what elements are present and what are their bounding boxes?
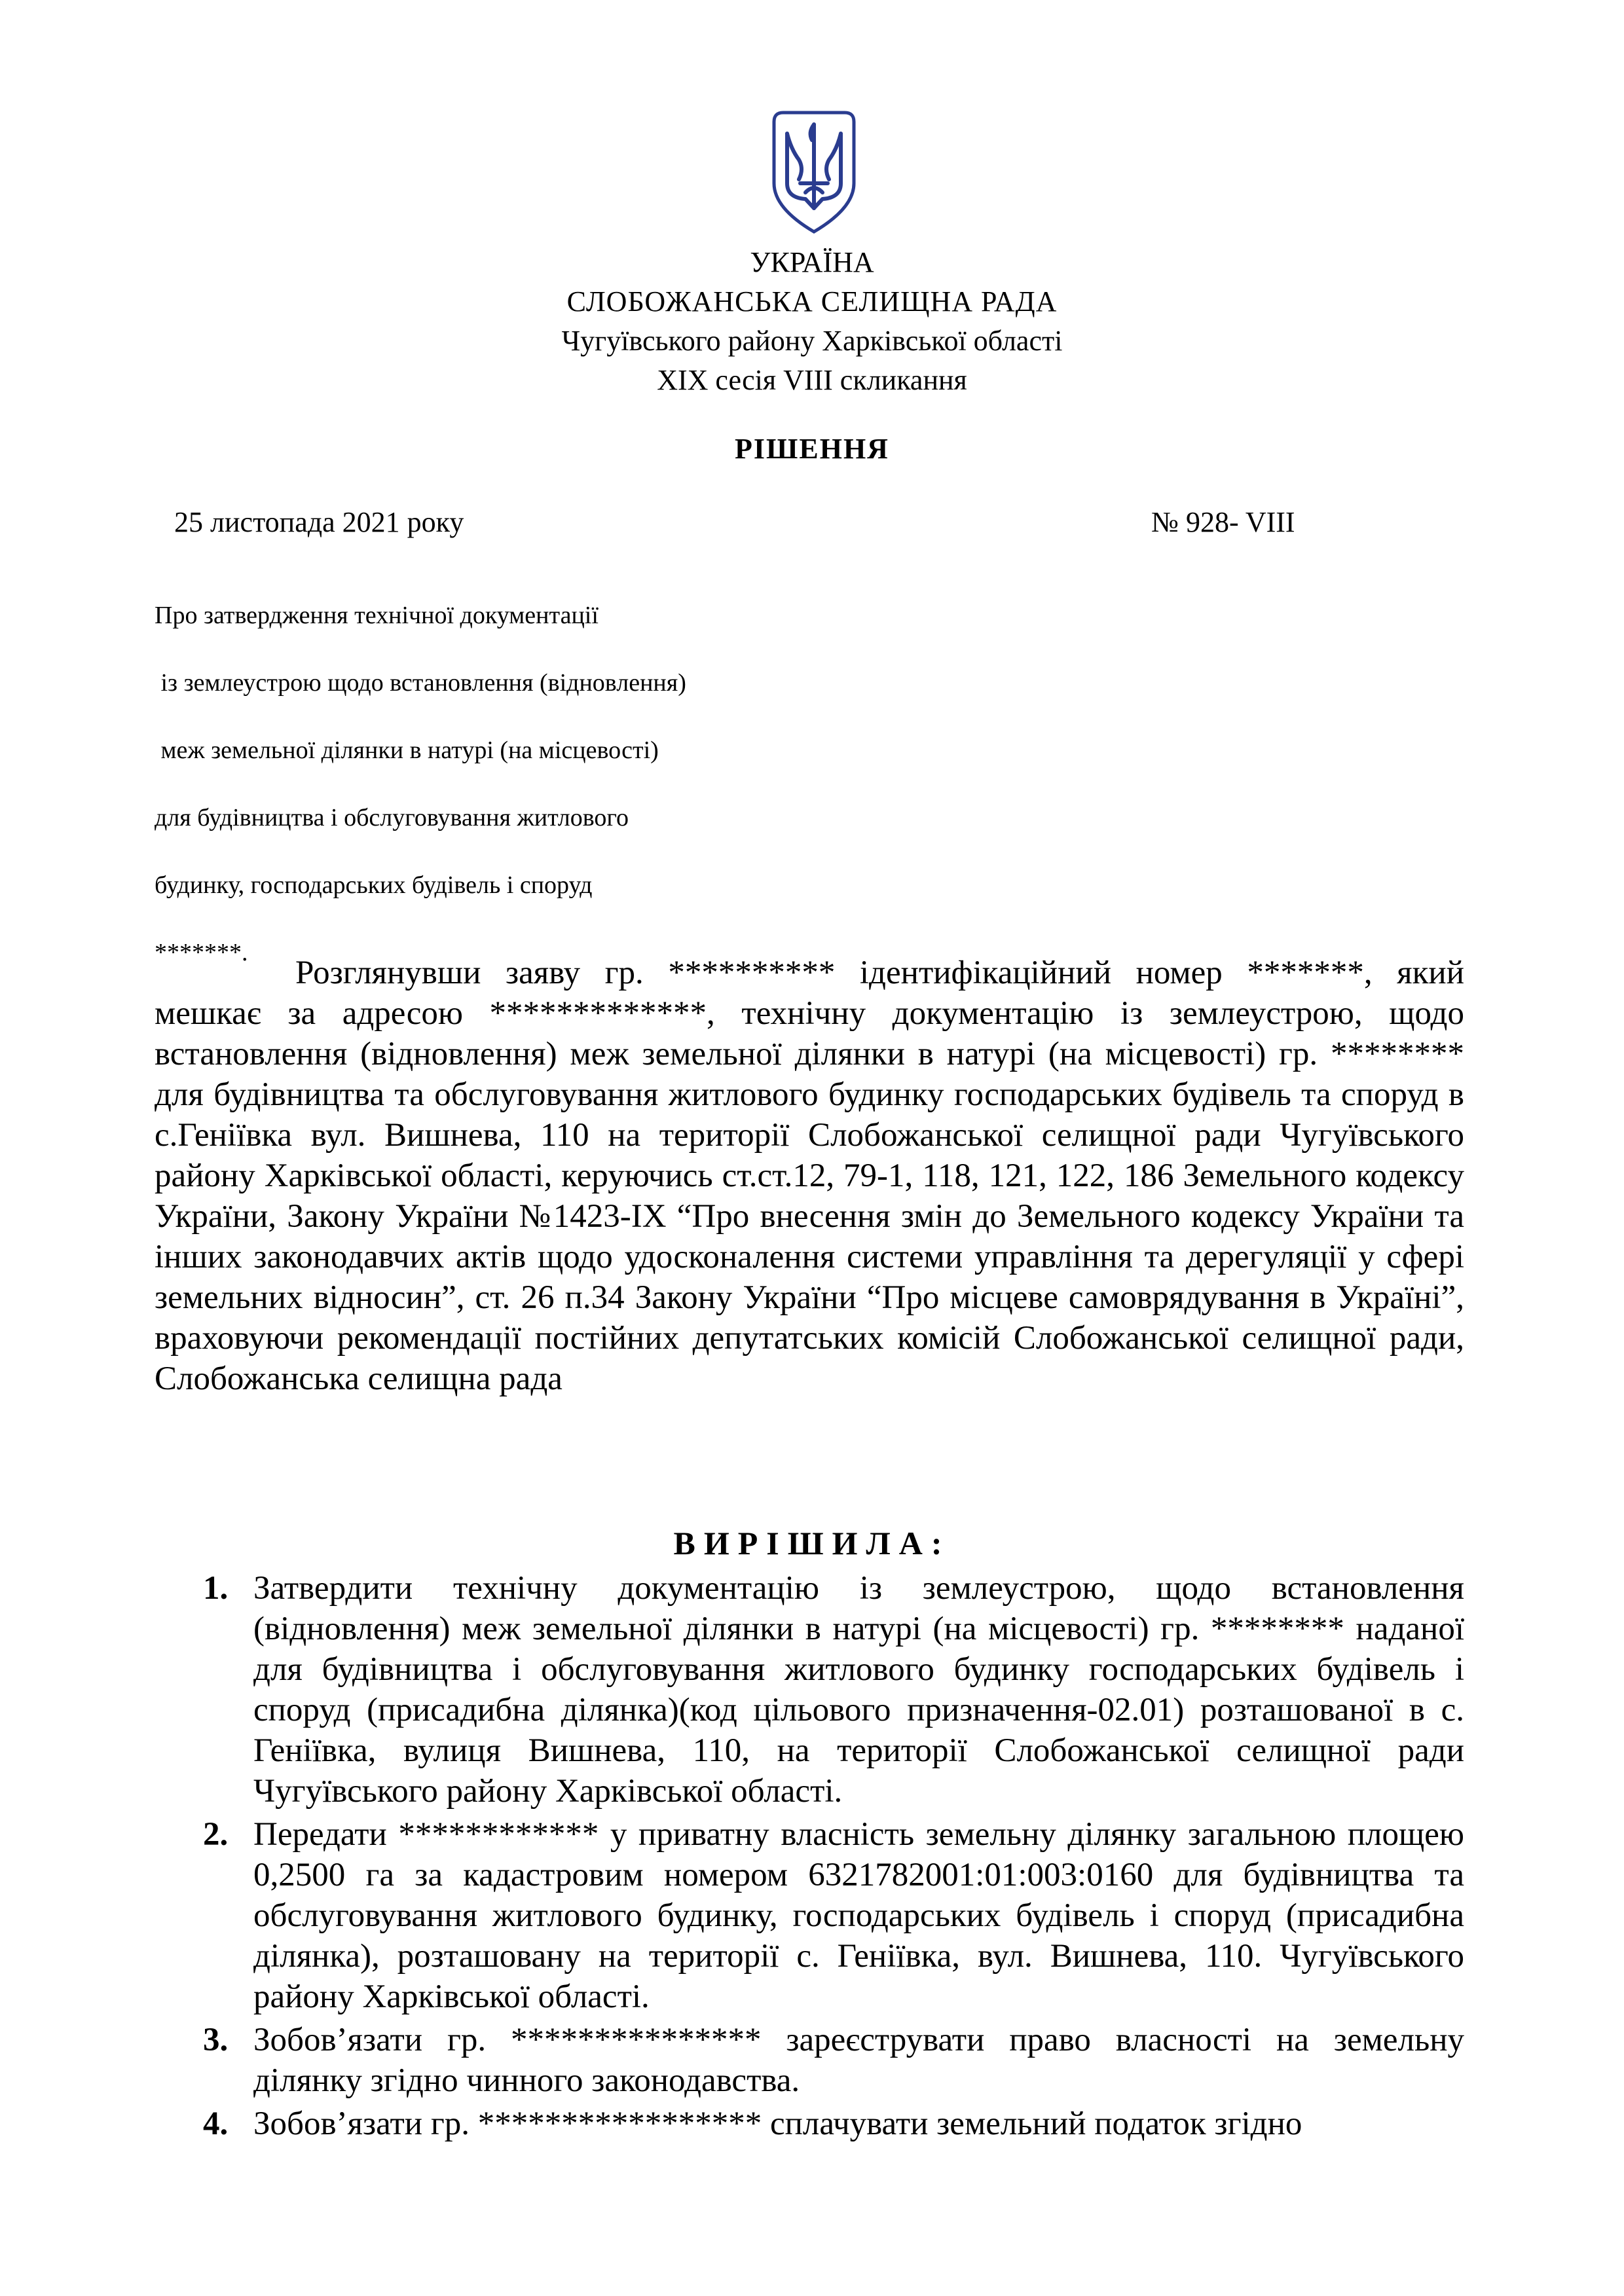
decision-number: 1.	[203, 1570, 229, 1607]
header-country: УКРАЇНА	[750, 246, 874, 278]
trident-emblem-icon	[771, 110, 857, 234]
subject-block	[155, 601, 1006, 1006]
subject-line: *******.	[155, 939, 248, 966]
decision-text: Затвердити технічну документацію із землеустрою, щодо встановлення (відновлення) меж земельної ділянки в натурі (на місцевості) гр. ******** наданої для будівництва і обслуговування житлового будинку господарських будівель і споруд (присадибна ділянка)(код цільового призначення-02.01) розташованої в с. Геніївка, вулиця Вишнева, 110, на території Слобожанської селищної ради Чугуївського району Харківської області.	[253, 1570, 1464, 1810]
decision-text: Зобов’язати гр. *************** зареєструвати право власності на земельну ділянку згідно чинного законодавства.	[253, 2022, 1464, 2099]
subject-line: Про затвердження технічної документації	[155, 602, 599, 629]
header-district: Чугуївського району Харківської області	[561, 325, 1063, 357]
document-number: № 928- VIII	[1151, 506, 1295, 538]
decision-number: 2.	[203, 1816, 229, 1853]
decision-item	[196, 1568, 1464, 1812]
decision-item	[196, 2104, 1464, 2144]
decision-text: Передати ************ у приватну власність земельну ділянку загальною площею 0,2500 га за кадастровим номером 6321782001:01:003:0160 для будівництва та обслуговування житлового будинку, господарських будівель і споруд (присадибна ділянка), розташовану на території с. Геніївка, вул. Вишнева, 110. Чугуївського району Харківської області.	[253, 1816, 1464, 2015]
decision-text: Зобов’язати гр. ***************** сплачувати земельний податок згідно	[253, 2105, 1302, 2142]
decision-list	[196, 1568, 1464, 2147]
header-session: XIX сесія VIII скликання	[657, 364, 967, 396]
subject-line: із землеустрою щодо встановлення (відновлення)	[155, 669, 686, 697]
decision-item	[196, 2020, 1464, 2101]
decision-number: 3.	[203, 2022, 229, 2058]
subject-line: будинку, господарських будівель і споруд	[155, 871, 593, 899]
decision-item	[196, 1814, 1464, 2017]
header-council: СЛОБОЖАНСЬКА СЕЛИЩНА РАДА	[566, 285, 1058, 318]
decision-number: 4.	[203, 2105, 229, 2142]
document-title: РІШЕННЯ	[735, 433, 889, 465]
subject-line: для будівництва і обслуговування житлового	[155, 804, 629, 831]
subject-line: меж земельної ділянки в натурі (на місцевості)	[155, 737, 659, 764]
preamble-paragraph: Розглянувши заяву гр. ********** ідентифікаційний номер *******, який мешкає за адресою *************, технічну документацію із землеустрою, щодо встановлення (відновлення) меж земельної ділянки в натурі (на місцевості) гр. ******** для будівництва та обслуговування житлового будинку господарських будівель та споруд в с.Геніївка вул. Вишнева, 110 на території Слобожанської селищної ради Чугуївського району Харківської області, керуючись ст.ст.12, 79-1, 118, 121, 122, 186 Земельного кодексу України, Закону України №1423-IX “Про внесення змін до Земельного кодексу України та інших законодавчих актів щодо удосконалення системи управління та дерегуляції у сфері земельних відносин”, ст. 26 п.34 Закону України “Про місцеве самоврядування в Україні”, враховуючи рекомендації постійних депутатських комісій Слобожанської селищної ради, Слобожанська селищна рада	[155, 955, 1464, 1397]
document-date: 25 листопада 2021 року	[174, 506, 464, 538]
decided-heading: ВИРІШИЛА:	[673, 1525, 951, 1561]
